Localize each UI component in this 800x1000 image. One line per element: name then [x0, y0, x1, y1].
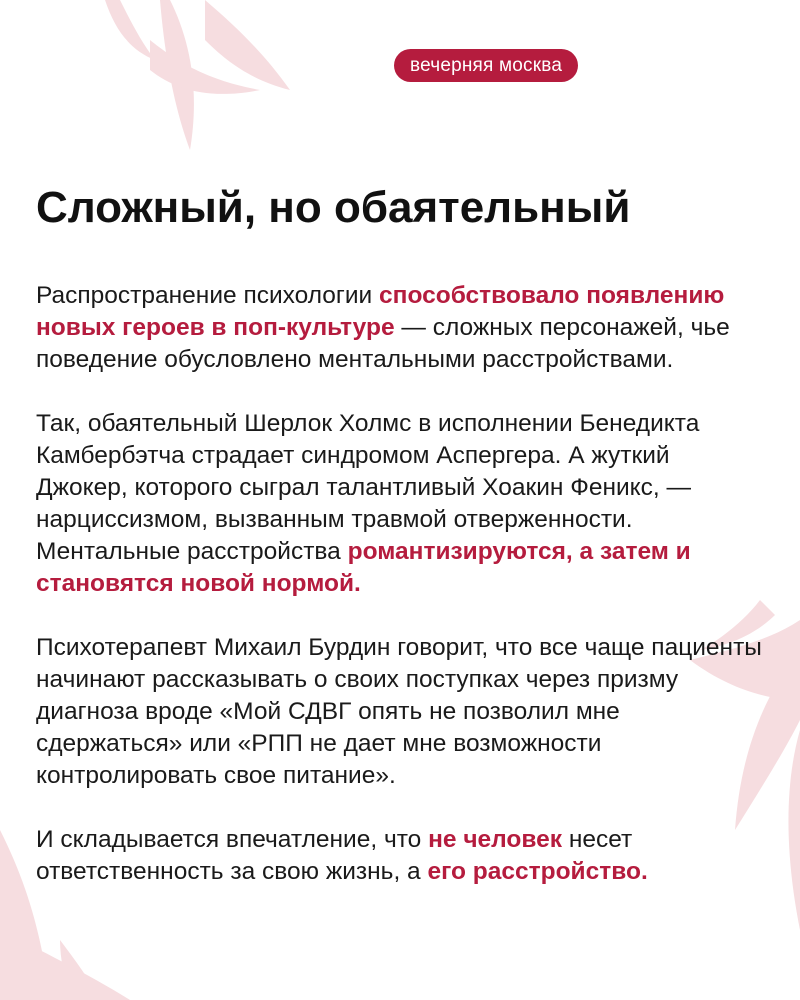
text-segment: Психотерапевт Михаил Бурдин говорит, что все чаще пациенты начинают рассказывать о своих поступках через призму диагноза вроде «Мой СДВГ опять не позволил мне сдержаться» или «РПП не дает мне возможности контролировать свое питание». [36, 634, 762, 789]
highlighted-text: способствовало появлению новых героев в поп-культуре [36, 282, 725, 341]
highlighted-text: не человек [428, 826, 563, 853]
page-title: Сложный, но обаятельный [36, 183, 631, 232]
paragraph [36, 408, 766, 600]
text-segment: — сложных персонажей, чье поведение обусловлено ментальными расстройствами. [36, 314, 730, 373]
paragraph [36, 824, 766, 888]
text-segment: И складывается впечатление, что [36, 826, 429, 853]
highlighted-text: романтизируются, а затем и становятся новой нормой. [36, 538, 691, 597]
text-segment: Так, обаятельный Шерлок Холмс в исполнении Бенедикта Камбербэтча страдает синдромом Аспергера. А жуткий Джокер, которого сыграл талантливый Хоакин Феникс, — нарциссизмом, вызванным травмой отверженности. Ментальные расстройства [36, 410, 700, 565]
paragraph [36, 632, 766, 792]
text-segment: несет ответственность за свою жизнь, а [36, 826, 633, 885]
paragraph [36, 280, 766, 376]
brand-badge: вечерняя москва [394, 49, 578, 82]
highlighted-text: его расстройство. [427, 858, 648, 885]
article-content [36, 180, 766, 920]
text-segment: Распространение психологии [36, 282, 380, 309]
flower-decoration-top-left [105, 0, 290, 150]
